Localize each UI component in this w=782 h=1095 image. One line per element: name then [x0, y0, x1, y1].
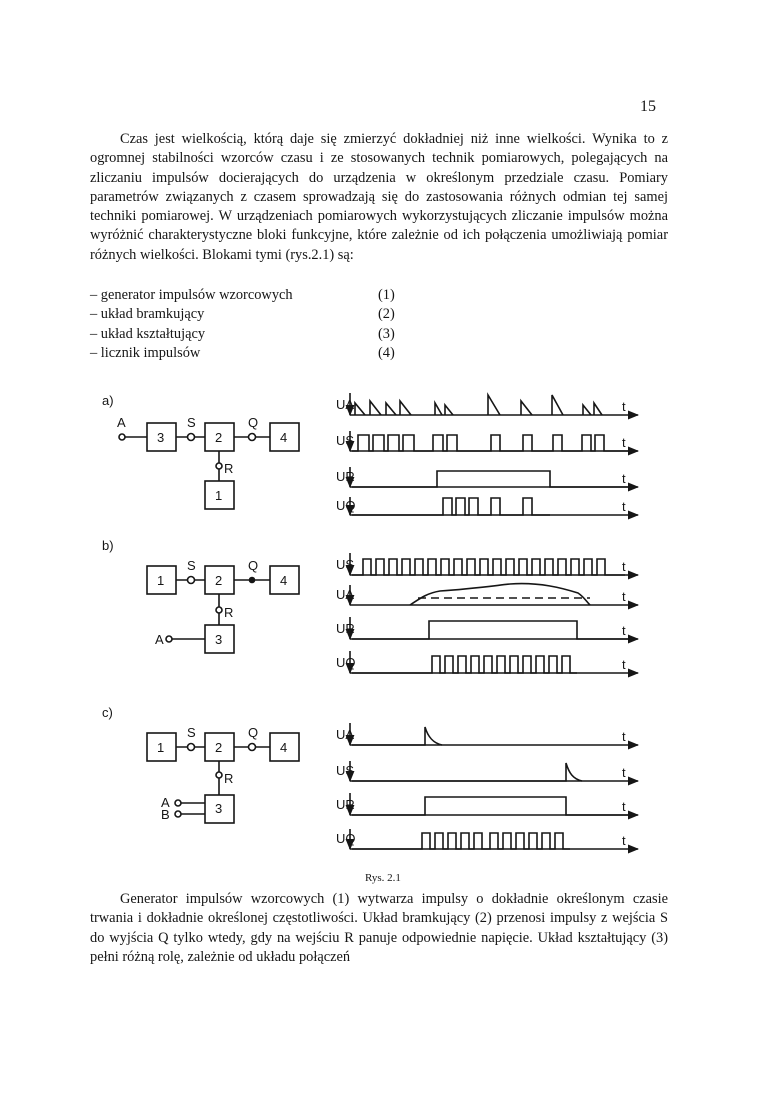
panel-a-timing-diagram [350, 393, 638, 515]
list-item-number: (3) [378, 325, 395, 342]
pin-label-r: R [224, 605, 234, 620]
list-item [90, 305, 410, 324]
list-item [90, 344, 410, 363]
time-axis-label: t [622, 589, 626, 604]
signal-label: UQ [336, 498, 356, 513]
pin-label-a: A [161, 795, 170, 810]
signal-label: UR [336, 621, 355, 636]
block-label: 1 [215, 488, 223, 503]
body-paragraph [90, 890, 668, 967]
signal-label: US [336, 433, 355, 448]
block-label: 4 [280, 740, 288, 755]
list-item [90, 286, 410, 305]
panel-c-timing-diagram [350, 723, 638, 849]
block-label: 1 [157, 740, 165, 755]
page-number: 15 [640, 98, 656, 115]
time-axis-label: t [622, 657, 626, 672]
time-axis-label: t [622, 499, 626, 514]
block-label: 3 [215, 632, 223, 647]
time-axis-label: t [622, 471, 626, 486]
block-label: 4 [280, 573, 288, 588]
intro-paragraph [90, 130, 668, 265]
list-item-label: – układ bramkujący [90, 306, 205, 323]
pin-label-a: A [117, 415, 126, 430]
signal-label: UR [336, 469, 355, 484]
time-axis-label: t [622, 833, 626, 848]
list-item [90, 325, 410, 344]
list-item-number: (2) [378, 306, 395, 323]
list-item-number: (1) [378, 287, 395, 303]
signal-label: UA [336, 587, 355, 602]
block-label: 2 [215, 430, 223, 445]
list-item-label: – licznik impulsów [90, 344, 201, 361]
panel-label-b: b) [102, 538, 114, 553]
time-axis-label: t [622, 799, 626, 814]
time-axis-label: t [622, 729, 626, 744]
signal-label: US [336, 557, 355, 572]
signal-label: UA [336, 397, 355, 412]
pin-label-b: B [161, 807, 170, 822]
time-axis-label: t [622, 623, 626, 638]
block-label: 3 [215, 801, 223, 816]
list-item-label: – układ kształtujący [90, 325, 206, 342]
pin-label-q: Q [248, 415, 259, 430]
paragraph-2: Generator impulsów wzorcowych (1) wytwarza impulsy o dokładnie określonym czasie trwania i dokładnie określonej częstotliwości. Układ bramkujący (2) przenosi impulsy z wejścia S do wyjścia Q tylko wtedy, gdy na wejściu R panuje odpowiednie napięcie. Układ kształtujący (3) pełni różną rolę, zależnie od układu połączeń [90, 891, 668, 965]
block-label: 3 [157, 430, 165, 445]
signal-label: UQ [336, 655, 356, 670]
list-item-number: (4) [378, 344, 395, 361]
panel-label-c: c) [102, 705, 113, 720]
panel-c-block-diagram [147, 733, 299, 823]
block-label: 2 [215, 740, 223, 755]
signal-label: UA [336, 727, 355, 742]
panel-a-block-diagram [119, 423, 299, 509]
figure-2-1 [100, 385, 660, 865]
pin-label-s: S [187, 725, 196, 740]
pin-label-q: Q [248, 558, 259, 573]
block-label: 2 [215, 573, 223, 588]
panel-label-a: a) [102, 393, 114, 408]
panel-b-block-diagram [147, 566, 299, 653]
function-blocks-list [90, 286, 410, 363]
block-label: 4 [280, 430, 288, 445]
paragraph-1: Czas jest wielkością, którą daje się zmierzyć dokładniej niż inne wielkości. Wynika to z ogromnej stabilności wzorców czasu i ze stosowanych technik pomiarowych, polegających na zliczaniu impulsów docierających do urządzenia w określonym przedziale czasu. Pomiary parametrów związanych z czasem sprowadzają się do zastosowania różnych odmian tej samej techniki pomiarowej. W urządzeniach pomiarowych wykorzystujących zliczanie impulsów można wyróżnić charakterystyczne bloki funkcyjne, które zależnie od ich połączenia umożliwiają pomiar różnych wielkości. Blokami tymi (rys.2.1) są: [90, 131, 668, 263]
pin-label-r: R [224, 771, 234, 786]
pin-label-s: S [187, 415, 196, 430]
signal-label: US [336, 763, 355, 778]
panel-b-timing-diagram [350, 553, 638, 673]
pin-label-s: S [187, 558, 196, 573]
pin-label-q: Q [248, 725, 259, 740]
time-axis-label: t [622, 399, 626, 414]
pin-label-a: A [155, 632, 164, 647]
signal-label: UQ [336, 831, 356, 846]
pin-label-r: R [224, 461, 234, 476]
list-item-label: – generator impulsów wzorcowych [90, 287, 293, 303]
time-axis-label: t [622, 435, 626, 450]
signal-label: UR [336, 797, 355, 812]
block-label: 1 [157, 573, 165, 588]
time-axis-label: t [622, 559, 626, 574]
time-axis-label: t [622, 765, 626, 780]
figure-drawing [100, 385, 660, 865]
figure-caption: Rys. 2.1 [365, 872, 401, 884]
